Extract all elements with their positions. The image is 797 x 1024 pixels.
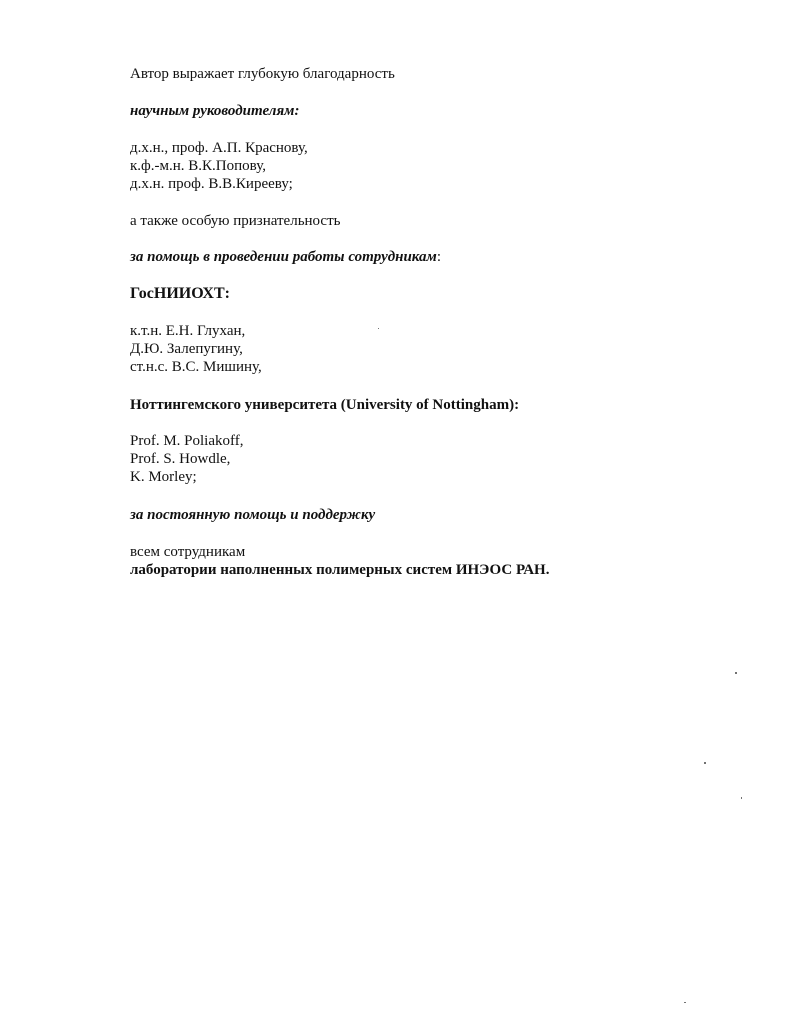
scan-speck: [735, 672, 737, 674]
final-lab: лаборатории наполненных полимерных систем ИНЭОС РАН.: [130, 562, 550, 578]
gratitude-text: а также особую признательность: [130, 213, 341, 229]
supervisor-3: д.х.н. проф. В.В.Кирееву;: [130, 176, 293, 192]
scan-speck: [684, 1002, 686, 1003]
org1-staff-3: ст.н.с. В.С. Мишину,: [130, 359, 262, 375]
help-heading-colon: :: [436, 249, 441, 265]
org2-staff-3: K. Morley;: [130, 469, 197, 485]
org2-staff-2: Prof. S. Howdle,: [130, 451, 231, 467]
scan-speck: [741, 797, 742, 799]
support-heading: за постоянную помощь и поддержку: [130, 507, 376, 523]
supervisor-2: к.ф.-м.н. В.К.Попову,: [130, 158, 266, 174]
scan-speck: [704, 762, 706, 764]
org2-staff-1: Prof. M. Poliakoff,: [130, 433, 244, 449]
help-heading-italic: за помощь в проведении работы сотрудникам: [130, 249, 437, 265]
org1-staff-2: Д.Ю. Залепугину,: [130, 341, 243, 357]
supervisor-1: д.х.н., проф. А.П. Краснову,: [130, 140, 308, 156]
org1-heading: ГосНИИОХТ:: [130, 285, 230, 302]
org2-heading: Ноттингемского университета (University of Nottingham):: [130, 397, 520, 413]
scan-speck: [378, 328, 379, 329]
final-line: всем сотрудникам: [130, 544, 246, 560]
intro-text: Автор выражает глубокую благодарность: [130, 66, 395, 82]
help-heading: [130, 248, 441, 266]
org1-staff-1: к.т.н. Е.Н. Глухан,: [130, 323, 246, 339]
supervisors-heading: научным руководителям:: [130, 103, 300, 119]
